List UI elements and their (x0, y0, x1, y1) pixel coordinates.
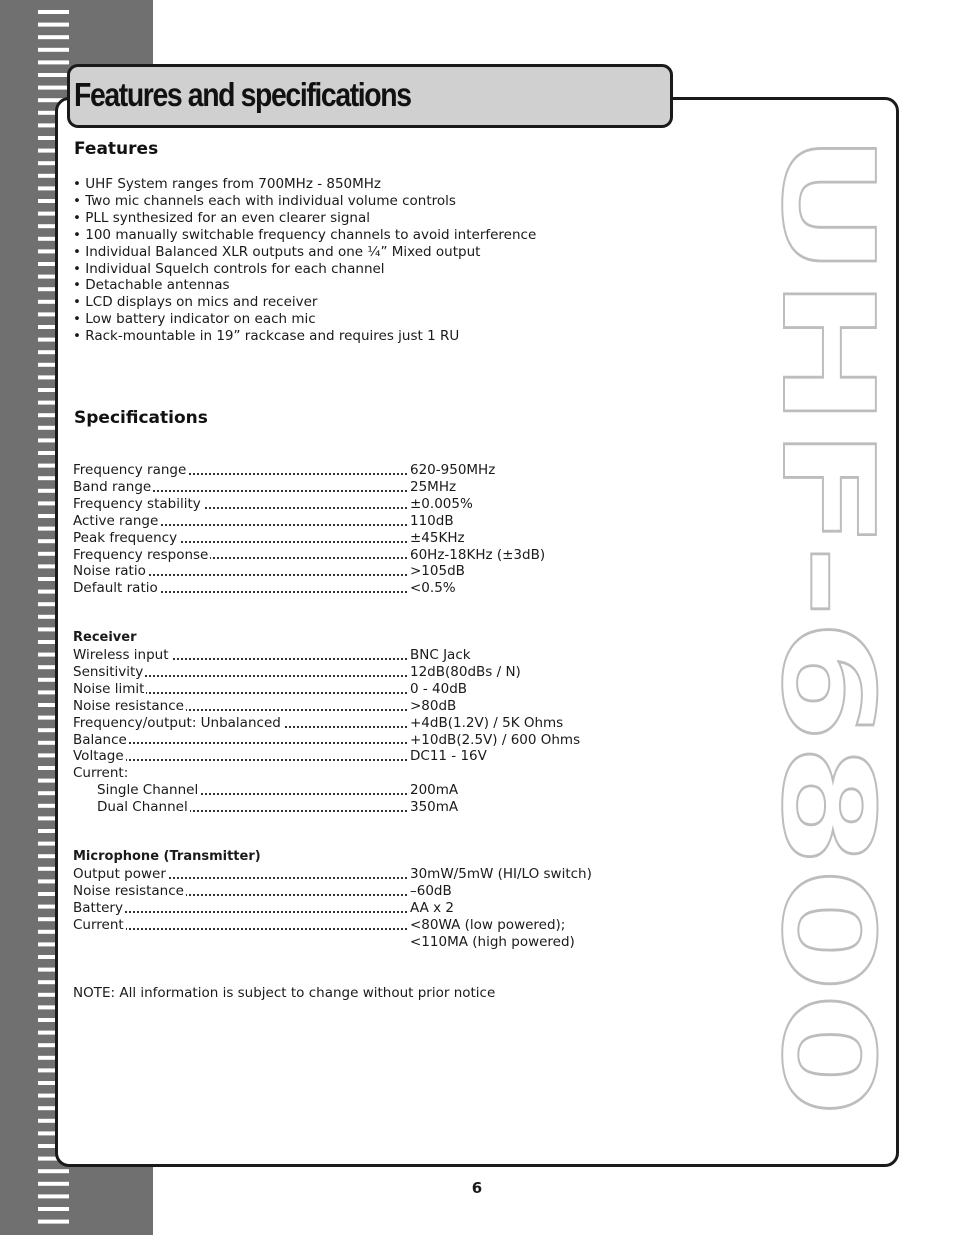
spec-label: Single Channel (73, 782, 200, 798)
spec-row (73, 580, 633, 597)
feature-item: • Rack-mountable in 19” rackcase and requires just 1 RU (73, 328, 460, 345)
side-stripe (38, 1207, 69, 1211)
spec-label: Noise resistance (73, 697, 184, 714)
spec-value: +4dB(1.2V) / 5K Ohms (410, 714, 564, 731)
spec-label: Noise limit (73, 680, 145, 697)
feature-item: • PLL synthesized for an even clearer signal (73, 209, 371, 226)
spec-row (73, 917, 633, 934)
microphone-heading: Microphone (Transmitter) (73, 849, 261, 864)
spec-value: 60Hz-18KHz (±3dB) (410, 546, 546, 563)
spec-row (73, 883, 633, 900)
spec-label: Peak frequency (73, 529, 178, 546)
spec-value: 12dB(80dBs / N) (410, 663, 521, 680)
feature-item: • Two mic channels each with individual volume controls (73, 192, 456, 209)
feature-item: • Individual Balanced XLR outputs and one ¼” Mixed output (73, 243, 481, 260)
spec-label: Frequency range (73, 462, 187, 478)
spec-value: 30mW/5mW (HI/LO switch) (410, 866, 592, 882)
feature-item: • Detachable antennas (73, 277, 230, 294)
side-stripe (38, 48, 69, 52)
side-stripe (38, 10, 69, 14)
spec-row (73, 479, 633, 496)
spec-row (73, 462, 633, 479)
spec-row (73, 748, 633, 765)
receiver-specs-table (73, 630, 633, 816)
page-title: Features and specifications (74, 76, 411, 113)
spec-row (73, 900, 633, 917)
spec-row (73, 698, 633, 715)
spec-row (73, 715, 633, 732)
spec-value: –60dB (410, 882, 452, 899)
spec-value: 200mA (410, 782, 459, 799)
spec-row (73, 547, 633, 564)
spec-row (73, 681, 633, 698)
model-watermark-text: UHF-6800 (754, 132, 901, 825)
receiver-heading: Receiver (73, 630, 137, 645)
side-stripe (38, 1169, 69, 1173)
spec-value: 620-950MHz (410, 462, 496, 478)
feature-item: • 100 manually switchable frequency channels to avoid interference (73, 226, 537, 243)
disclaimer-note: NOTE: All information is subject to change without prior notice (73, 985, 496, 1001)
spec-row (73, 496, 633, 513)
spec-value: 0 - 40dB (410, 680, 468, 697)
spec-label: Active range (73, 512, 159, 529)
model-watermark (754, 132, 901, 1117)
spec-value: 25MHz (410, 478, 457, 495)
features-heading: Features (74, 139, 159, 159)
microphone-specs-table (73, 849, 633, 951)
spec-row-continuation (73, 934, 633, 951)
spec-label: Frequency response (73, 546, 209, 563)
feature-item: • LCD displays on mics and receiver (73, 294, 318, 311)
spec-value: 350mA (410, 799, 459, 816)
general-specs-table (73, 462, 633, 597)
spec-row (73, 799, 633, 816)
spec-label: Dual Channel (73, 799, 190, 815)
page-number: 6 (471, 1179, 483, 1197)
spec-value: >80dB (410, 697, 457, 714)
spec-label: Sensitivity (73, 663, 144, 680)
spec-value: 110dB (410, 512, 454, 529)
spec-row (73, 866, 633, 883)
spec-label: Frequency/output: Unbalanced (73, 714, 281, 731)
spec-label: Default ratio (73, 580, 158, 597)
feature-item: • Low battery indicator on each mic (73, 311, 316, 328)
spec-row (73, 732, 633, 749)
spec-label: Wireless input (73, 647, 169, 663)
spec-label: Noise resistance (73, 882, 184, 899)
specifications-heading: Specifications (74, 408, 208, 428)
side-stripe (38, 35, 69, 39)
spec-row (73, 782, 633, 799)
spec-value: BNC Jack (410, 647, 471, 663)
spec-value: DC11 - 16V (410, 748, 487, 765)
spec-label: Output power (73, 866, 166, 882)
spec-value: >105dB (410, 563, 465, 580)
spec-row (73, 664, 633, 681)
current-label: Current: (73, 765, 129, 782)
spec-row (73, 563, 633, 580)
spec-row (73, 647, 633, 664)
spec-label: Battery (73, 899, 123, 916)
spec-value: <110MA (high powered) (410, 933, 575, 950)
side-stripe (38, 23, 69, 27)
spec-value: +10dB(2.5V) / 600 Ohms (410, 731, 581, 748)
spec-value: <80WA (low powered); (410, 916, 566, 933)
spec-row (73, 530, 633, 547)
side-stripe (38, 60, 69, 64)
side-stripe (38, 86, 69, 90)
spec-label: Balance (73, 731, 127, 748)
spec-value: ±45KHz (410, 529, 465, 546)
spec-label: Band range (73, 478, 152, 495)
spec-value: AA x 2 (410, 899, 455, 916)
spec-value: <0.5% (410, 580, 456, 597)
spec-label: Current (73, 916, 124, 933)
features-list (73, 176, 536, 345)
spec-label: Noise ratio (73, 563, 146, 580)
spec-label: Frequency stability (73, 495, 201, 512)
spec-row (73, 513, 633, 530)
feature-item: • Individual Squelch controls for each channel (73, 260, 385, 277)
side-stripe (38, 73, 69, 77)
side-stripe (38, 1220, 69, 1224)
spec-label: Voltage (73, 748, 124, 765)
feature-item: • UHF System ranges from 700MHz - 850MHz (73, 176, 382, 192)
spec-value: ±0.005% (410, 495, 473, 512)
